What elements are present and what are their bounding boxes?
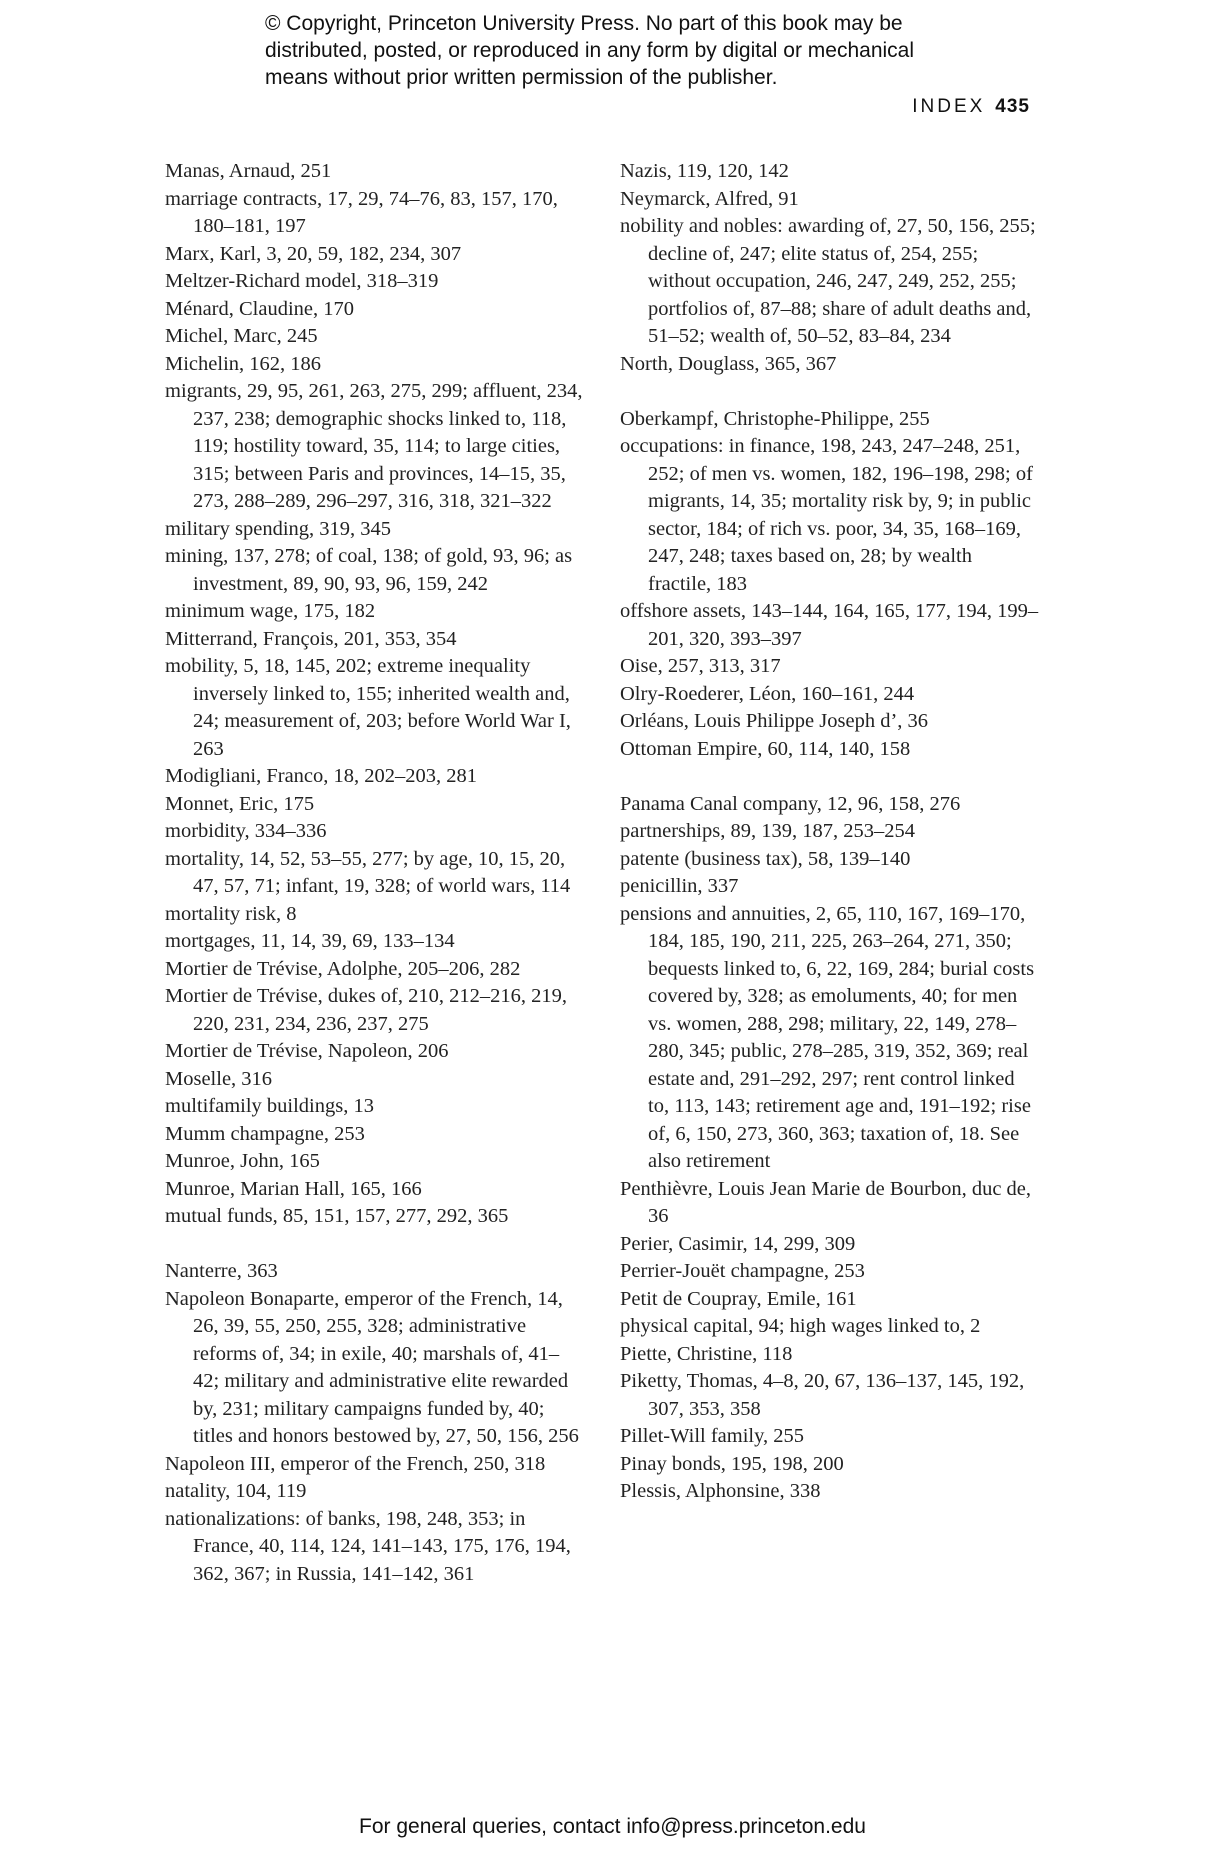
index-entry: Ménard, Claudine, 170 (165, 297, 355, 320)
index-entry: penicillin, 337 (620, 875, 739, 897)
index-entry: natality, 104, 119 (165, 1480, 307, 1502)
index-entry: Nanterre, 363 (165, 1260, 278, 1282)
index-entry: pensions and annuities, 2, 65, 110, 167, 169–170, 184, 185, 190, 211, 225, 263–264, 271, 350; bequests linked to, 6, 22, 169, 284; burial costs covered by, 328; as emoluments, 40; for men vs. women, 288, 298; military, 22, 149, 278–280, 345; public, 278–285, 319, 352, 369; real estate and, 291–292, 297; rent control linked to, 113, 143; retirement age and, 191–192; rise of, 6, 150, 273, 360, 363; taxation of, 18. See also retirement (620, 902, 1035, 1172)
index-entry: Napoleon III, emperor of the French, 250, 318 (165, 1452, 546, 1475)
section-gap (620, 763, 1040, 791)
index-entry: morbidity, 334–336 (165, 820, 327, 842)
running-head (880, 96, 1030, 118)
index-entry: military spending, 319, 345 (165, 517, 392, 540)
copyright-notice (265, 10, 1045, 91)
footer-contact: For general queries, contact info@press.princeton.edu (359, 1815, 866, 1838)
index-entry: Monnet, Eric, 175 (165, 792, 315, 815)
index-column-left (165, 158, 585, 1588)
section-gap (165, 1231, 585, 1259)
index-column-right (620, 158, 1040, 1506)
index-entry: Olry-Roederer, Léon, 160–161, 244 (620, 682, 915, 705)
index-entry: Munroe, Marian Hall, 165, 166 (165, 1177, 422, 1200)
index-entry: Penthièvre, Louis Jean Marie de Bourbon, duc de, 36 (620, 1177, 1032, 1227)
index-entry: Michel, Marc, 245 (165, 325, 318, 347)
copyright-line: distributed, posted, or reproduced in any form by digital or mechanical (265, 39, 915, 62)
section-gap (620, 378, 1040, 406)
index-entry: Orléans, Louis Philippe Joseph d’, 36 (620, 710, 929, 732)
index-entry: migrants, 29, 95, 261, 263, 275, 299; affluent, 234, 237, 238; demographic shocks linked to, 118, 119; hostility toward, 35, 114; to large cities, 315; between Paris and provinces, 14–15, 35, 273, 288–289, 296–297, 316, 318, 321–322 (165, 380, 583, 512)
index-entry: Oise, 257, 313, 317 (620, 655, 781, 677)
index-entry: Mumm champagne, 253 (165, 1122, 365, 1145)
index-entry: nobility and nobles: awarding of, 27, 50, 156, 255; decline of, 247; elite status of, 254, 255; without occupation, 246, 247, 249, 252, 255; portfolios of, 87–88; share of adult deaths and, 51–52; wealth of, 50–52, 83–84, 234 (620, 215, 1036, 347)
index-entry: Perrier-Jouët champagne, 253 (620, 1260, 865, 1282)
index-entry: Mortier de Trévise, Adolphe, 205–206, 282 (165, 957, 521, 980)
index-entry: mortality risk, 8 (165, 902, 297, 925)
index-entry: mobility, 5, 18, 145, 202; extreme inequality inversely linked to, 155; inherited wealth and, 24; measurement of, 203; before World War I, 263 (165, 655, 571, 760)
index-entry: Piketty, Thomas, 4–8, 20, 67, 136–137, 145, 192, 307, 353, 358 (620, 1370, 1025, 1420)
index-entry: patente (business tax), 58, 139–140 (620, 847, 911, 870)
index-entry: Napoleon Bonaparte, emperor of the French, 14, 26, 39, 55, 250, 255, 328; administrative reforms of, 34; in exile, 40; marshals of, 41–42; military and administrative elite rewarded by, 231; military campaigns funded by, 40; titles and honors bestowed by, 27, 50, 156, 256 (165, 1287, 579, 1447)
index-entry: physical capital, 94; high wages linked to, 2 (620, 1315, 981, 1337)
index-entry: partnerships, 89, 139, 187, 253–254 (620, 820, 915, 842)
index-entry: Mortier de Trévise, Napoleon, 206 (165, 1040, 449, 1062)
index-entry: marriage contracts, 17, 29, 74–76, 83, 157, 170, 180–181, 197 (165, 187, 558, 237)
index-entry: Moselle, 316 (165, 1067, 273, 1090)
index-entry: Pinay bonds, 195, 198, 200 (620, 1452, 844, 1475)
index-entry: Mortier de Trévise, dukes of, 210, 212–216, 219, 220, 231, 234, 236, 237, 275 (165, 985, 568, 1035)
index-entry: Pillet-Will family, 255 (620, 1425, 805, 1447)
index-entry: mortality, 14, 52, 53–55, 277; by age, 10, 15, 20, 47, 57, 71; infant, 19, 328; of world wars, 114 (165, 847, 571, 897)
index-entry: Mitterrand, François, 201, 353, 354 (165, 627, 457, 650)
copyright-line: © Copyright, Princeton University Press. No part of this book may be (265, 12, 903, 35)
index-entry: offshore assets, 143–144, 164, 165, 177, 194, 199–201, 320, 393–397 (620, 600, 1039, 650)
index-entry: Nazis, 119, 120, 142 (620, 160, 789, 182)
index-entry: Perier, Casimir, 14, 299, 309 (620, 1232, 856, 1255)
index-entry: mutual funds, 85, 151, 157, 277, 292, 365 (165, 1205, 509, 1227)
index-entry: minimum wage, 175, 182 (165, 600, 376, 622)
index-entry: North, Douglass, 365, 367 (620, 352, 837, 375)
index-entry: Oberkampf, Christophe-Philippe, 255 (620, 407, 930, 430)
index-entry: Marx, Karl, 3, 20, 59, 182, 234, 307 (165, 242, 462, 265)
index-entry: Petit de Coupray, Emile, 161 (620, 1287, 857, 1310)
page-number: 435 (995, 96, 1030, 117)
index-entry: Manas, Arnaud, 251 (165, 160, 332, 182)
index-entry: Piette, Christine, 118 (620, 1342, 793, 1365)
index-entry: Meltzer-Richard model, 318–319 (165, 270, 439, 292)
index-entry: nationalizations: of banks, 198, 248, 353; in France, 40, 114, 124, 141–143, 175, 176, 194, 362, 367; in Russia, 141–142, 361 (165, 1507, 571, 1585)
index-entry: Modigliani, Franco, 18, 202–203, 281 (165, 765, 478, 787)
index-entry: Plessis, Alphonsine, 338 (620, 1480, 821, 1502)
index-entry: Ottoman Empire, 60, 114, 140, 158 (620, 737, 911, 760)
index-entry: multifamily buildings, 13 (165, 1095, 374, 1117)
index-entry: Neymarck, Alfred, 91 (620, 187, 799, 210)
copyright-line: means without prior written permission of the publisher. (265, 66, 778, 89)
index-entry: Panama Canal company, 12, 96, 158, 276 (620, 792, 961, 815)
index-entry: Munroe, John, 165 (165, 1150, 320, 1172)
index-entry: mining, 137, 278; of coal, 138; of gold, 93, 96; as investment, 89, 90, 93, 96, 159, 242 (165, 545, 573, 595)
section-title: INDEX (912, 96, 986, 117)
index-entry: mortgages, 11, 14, 39, 69, 133–134 (165, 930, 455, 952)
index-entry: Michelin, 162, 186 (165, 352, 322, 375)
index-entry: occupations: in finance, 198, 243, 247–248, 251, 252; of men vs. women, 182, 196–198, 298; of migrants, 14, 35; mortality risk by, 9; in public sector, 184; of rich vs. poor, 34, 35, 168–169, 247, 248; taxes based on, 28; by wealth fractile, 183 (620, 435, 1033, 595)
